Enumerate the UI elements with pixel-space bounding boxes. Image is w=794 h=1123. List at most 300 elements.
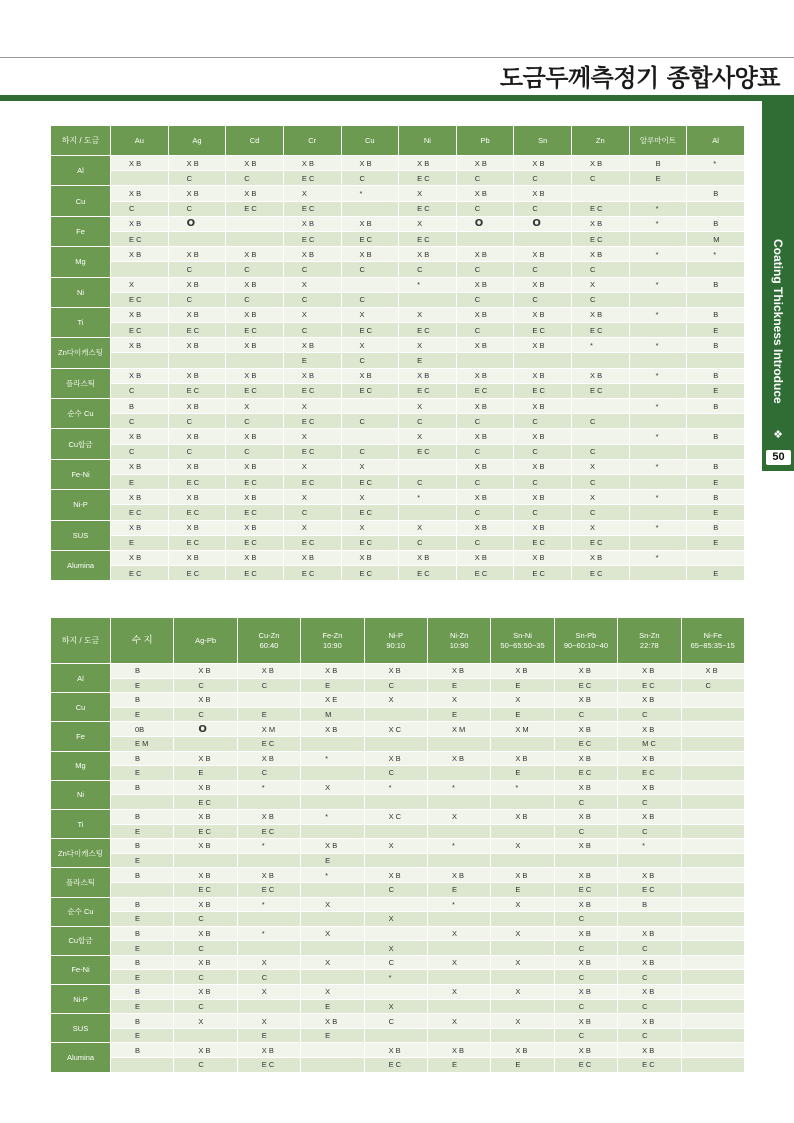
plating-spec-table-2 [50,617,745,1073]
table2-cell: C [554,795,617,810]
table1-cell: X B [111,429,169,444]
table2-cell [237,912,300,927]
table2-row [51,824,745,839]
table2-substrate-label: Ni-P [51,985,111,1014]
table2-cell: B [111,780,174,795]
table2-cell: C [554,1028,617,1043]
table1-row [51,399,745,414]
page-number: 50 [765,449,792,466]
table2-cell [427,941,490,956]
table1-cell: E C [514,535,572,550]
table2-cell: * [301,751,364,766]
table2-row [51,678,745,693]
table2-column-header-name: Sn-Pb [575,630,597,640]
table1-cell: * [629,307,687,322]
table1-cell: X B [226,307,284,322]
table1-cell: E C [111,323,169,338]
table1-cell: E C [514,383,572,398]
table2-cell: E [111,707,174,722]
table2-cell: X [364,999,427,1014]
table2-cell [111,1058,174,1073]
table2-substrate-label: Alumina [51,1043,111,1072]
table1-cell: C [456,262,514,277]
table1-cell: C [456,474,514,489]
table1-cell [226,231,284,246]
table1-cell: X B [514,186,572,201]
table1-body [51,156,745,581]
table1-cell: C [226,414,284,429]
table2-cell [427,1028,490,1043]
table1-column-header: Zn [572,126,630,156]
table1-cell: X B [514,429,572,444]
table2-cell: X B [554,664,617,679]
table2-cell: C [174,1058,237,1073]
table2-column-header [491,618,554,664]
table1-cell: E C [168,323,226,338]
table2-cell: E [301,999,364,1014]
table2-cell: E [427,707,490,722]
table2-cell [237,853,300,868]
table1-cell: X [226,399,284,414]
table2-row [51,955,745,970]
table2-cell: X B [618,985,681,1000]
table1-cell: X B [456,186,514,201]
table2-cell: X B [554,868,617,883]
table1-cell: X B [168,490,226,505]
table1-row [51,156,745,171]
table1-cell: B [687,307,745,322]
table1-cell: X [341,459,399,474]
table2-cell: * [237,897,300,912]
table1-cell: E C [111,505,169,520]
table2-column-header [618,618,681,664]
table2-cell: X B [554,1014,617,1029]
table2-cell: E C [618,882,681,897]
table2-cell [364,897,427,912]
table2-cell [681,897,744,912]
table1-cell: X B [168,307,226,322]
table1-cell: * [629,490,687,505]
table1-cell: X B [283,156,341,171]
table2-cell: X B [491,809,554,824]
table1-cell: X B [168,429,226,444]
table1-cell: X [399,338,457,353]
table1-cell: B [687,490,745,505]
table2-cell: E [301,678,364,693]
table2-cell: X [491,955,554,970]
table1-cell: C [514,171,572,186]
table2-column-header-ratio: 90:10 [386,640,406,650]
table1-corner-header: 하지 / 도금 [51,126,111,156]
table2-cell [491,999,554,1014]
table1-cell [168,353,226,368]
table2-cell [681,882,744,897]
table2-substrate-label: Al [51,664,111,693]
table1-cell: C [226,171,284,186]
table2-cell: E [111,678,174,693]
table2-cell: * [237,839,300,854]
table1-cell [226,353,284,368]
table1-cell: C [341,444,399,459]
diamond-cross-icon: ❖ [773,428,783,441]
table1-cell: * [629,247,687,262]
table2-cell: C [554,941,617,956]
table1-cell: E C [341,505,399,520]
table1-cell: E C [226,474,284,489]
table1-cell: C [456,171,514,186]
table1-row [51,262,745,277]
table1-row [51,414,745,429]
table1-cell: X [283,277,341,292]
table2-cell: B [111,985,174,1000]
table2-cell: X M [427,722,490,737]
table1-cell: E C [572,566,630,581]
table2-cell [681,1014,744,1029]
table1-cell: C [341,262,399,277]
table2-cell: X B [554,780,617,795]
table1-cell: C [111,201,169,216]
table1-cell: * [629,338,687,353]
table2-cell: X B [364,1043,427,1058]
table2-cell: X B [427,664,490,679]
table1-cell: X [283,307,341,322]
table1-cell: X [341,520,399,535]
table2-cell [427,736,490,751]
table2-cell [364,985,427,1000]
table1-cell: E C [341,323,399,338]
table2-cell [111,795,174,810]
table1-row [51,323,745,338]
table1-cell: X [572,277,630,292]
table1-cell: E C [226,535,284,550]
table2-row [51,664,745,679]
table1-row [51,490,745,505]
table1-cell: X B [168,459,226,474]
table2-cell: X B [554,955,617,970]
table2-cell: C [364,955,427,970]
table2-cell: * [491,780,554,795]
table1-cell: * [572,338,630,353]
table2-cell [237,795,300,810]
table2-cell: X B [174,955,237,970]
table2-cell: X B [174,926,237,941]
table1-cell: X B [456,520,514,535]
table2-cell: X B [554,985,617,1000]
table2-cell: * [427,839,490,854]
table1-cell: X [399,429,457,444]
table1-cell: X B [399,368,457,383]
table2-cell [681,926,744,941]
table2-row [51,999,745,1014]
table2-cell: E [427,678,490,693]
table2-header-row [51,618,745,664]
table1-cell: E C [399,383,457,398]
table2-cell [681,707,744,722]
table1-cell: E [687,383,745,398]
table1-cell: C [514,414,572,429]
table2-cell [681,1028,744,1043]
table1-cell: M [687,231,745,246]
table2-row [51,868,745,883]
table1-column-header: Ag [168,126,226,156]
table1-row [51,292,745,307]
table2-cell: E [111,766,174,781]
table2-cell [491,970,554,985]
table1-cell: C [456,505,514,520]
table2-substrate-label: SUS [51,1014,111,1043]
table1-cell: E C [168,566,226,581]
table2-cell: C [554,824,617,839]
table1-cell: E C [456,383,514,398]
table2-column-header-ratio: 10:90 [322,640,342,650]
table1-cell [572,429,630,444]
table2-cell: X B [554,926,617,941]
table2-cell: E C [237,882,300,897]
table1-cell: E C [514,323,572,338]
table2-cell [681,985,744,1000]
table1-row [51,201,745,216]
table2-cell: E [491,882,554,897]
table1-cell: X B [514,277,572,292]
table2-cell: X B [618,1043,681,1058]
table1-cell [226,216,284,231]
table1-cell: X B [111,459,169,474]
table2-cell [364,926,427,941]
table1-cell: C [168,414,226,429]
table1-cell: C [514,262,572,277]
table2-cell [174,736,237,751]
table1-cell [687,353,745,368]
table2-cell [681,941,744,956]
table2-cell: X B [364,868,427,883]
table1-column-header: Cd [226,126,284,156]
table1-cell: E C [341,535,399,550]
table2-cell: X B [554,809,617,824]
table2-cell: E [427,1058,490,1073]
table1-cell: X B [226,520,284,535]
table1-row [51,247,745,262]
table1-cell: C [283,505,341,520]
table2-cell: X B [174,664,237,679]
table2-cell [554,853,617,868]
table2-cell [364,824,427,839]
table2-substrate-label: Cu [51,693,111,722]
table1-cell: E [629,171,687,186]
table2-cell: X B [237,1043,300,1058]
table2-cell [237,693,300,708]
table2-cell: X [427,985,490,1000]
table2-row [51,736,745,751]
table2-column-header-name: Cu-Zn [258,630,280,640]
table2-cell [301,736,364,751]
table2-row [51,766,745,781]
table1-substrate-label: Fe [51,216,111,246]
table1-cell: X B [514,368,572,383]
table1-cell: B [687,459,745,474]
table2-cell [491,795,554,810]
table2-cell: X [491,897,554,912]
table2-row [51,912,745,927]
table1-row [51,368,745,383]
table2-cell [491,824,554,839]
table1-cell: X B [226,490,284,505]
table1-cell: C [456,414,514,429]
table1-cell [629,262,687,277]
table1-cell: X B [111,368,169,383]
table2-row [51,693,745,708]
table2-cell: E C [554,766,617,781]
table1-cell: E C [399,323,457,338]
table2-cell [491,912,554,927]
table2-row [51,853,745,868]
table2-cell: X [427,809,490,824]
table2-cell: E C [618,678,681,693]
table1-cell: C [168,444,226,459]
table2-cell: X B [364,751,427,766]
table1-cell: C [514,474,572,489]
table1-cell: C [572,292,630,307]
table2-cell: * [364,780,427,795]
table2-cell: 0B [111,722,174,737]
table1-column-header: Pb [456,126,514,156]
table1-cell: X B [111,156,169,171]
table2-substrate-label: 플라스틱 [51,868,111,897]
table1-cell: X B [226,338,284,353]
table1-substrate-label: Fe-Ni [51,459,111,489]
table1-cell: * [629,201,687,216]
table1-cell [168,231,226,246]
table1-cell: B [629,156,687,171]
table1-cell: C [168,262,226,277]
table1-substrate-label: Alumina [51,550,111,580]
table1-row [51,566,745,581]
table1-cell: E C [111,231,169,246]
table1-cell [687,262,745,277]
table2-cell [301,970,364,985]
table2-cell [237,999,300,1014]
table2-column-header-name: Ag-Pb [195,635,217,645]
table1-cell: E [283,353,341,368]
table1-cell: X [283,520,341,535]
table2-cell: B [111,955,174,970]
table1-column-header: Ni [399,126,457,156]
table2-cell: C [237,678,300,693]
table1-cell: X B [514,520,572,535]
table2-cell: C [554,707,617,722]
table2-cell: X B [618,955,681,970]
table1-cell: X B [399,550,457,565]
table2-cell: E C [554,882,617,897]
table2-cell [681,751,744,766]
table1-cell: X [399,520,457,535]
table1-cell: B [687,338,745,353]
table2-cell: B [111,1014,174,1029]
table2-cell: E C [554,678,617,693]
table2-cell: X [427,693,490,708]
table1-cell: E C [283,535,341,550]
table1-cell: X B [168,368,226,383]
table1-cell: * [629,277,687,292]
table2-cell [681,970,744,985]
table2-cell: B [111,926,174,941]
table2-row [51,839,745,854]
table2-cell [364,1028,427,1043]
table2-cell: C [237,970,300,985]
table2-cell [681,693,744,708]
table1-cell: B [687,368,745,383]
table1-cell: X B [456,277,514,292]
table1-header [51,126,745,156]
table2-cell: E C [237,1058,300,1073]
table2-cell: X B [618,1014,681,1029]
table1-row [51,307,745,322]
table2-cell [111,882,174,897]
table1-cell: E C [226,505,284,520]
table2-cell: X B [427,868,490,883]
table2-cell [427,824,490,839]
table1-substrate-label: Mg [51,247,111,277]
table1-row [51,383,745,398]
table2-cell: C [554,970,617,985]
table1-cell [687,201,745,216]
table1-cell: B [111,399,169,414]
table2-cell: X B [237,664,300,679]
table2-cell: E [491,707,554,722]
table2-cell: X B [237,809,300,824]
table1-cell: E C [399,231,457,246]
table1-cell: C [514,444,572,459]
table1-cell: X B [572,247,630,262]
table1-cell: C [168,201,226,216]
table1-cell: C [399,535,457,550]
table2-column-header [174,618,237,664]
table2-cell: C [364,1014,427,1029]
table2-substrate-label: Fe [51,722,111,751]
table2-cell: X [301,897,364,912]
table1-cell: C [341,292,399,307]
table1-cell [629,353,687,368]
table1-cell: C [456,535,514,550]
table2-column-header-ratio: 22:78 [639,640,659,650]
table1-cell: X B [226,459,284,474]
table1-cell: E C [283,383,341,398]
table1-cell: X B [514,490,572,505]
table2-row [51,882,745,897]
table2-cell: E [111,912,174,927]
table1-cell: * [629,459,687,474]
table2-cell: X B [301,664,364,679]
table1-cell: X B [399,247,457,262]
table2-cell: E [301,853,364,868]
table2-cell [364,736,427,751]
table1-cell: E C [572,383,630,398]
table2-row [51,897,745,912]
table1-cell [629,535,687,550]
table1-cell: X B [111,216,169,231]
table2-cell: * [364,970,427,985]
table1-cell: E C [399,201,457,216]
table1-cell: C [168,171,226,186]
table2-cell: X [491,926,554,941]
table2-cell: C [618,941,681,956]
table2-cell: C [364,766,427,781]
table1-cell: E C [341,566,399,581]
table1-cell: X B [399,156,457,171]
table1-cell [399,292,457,307]
table2-cell [681,1058,744,1073]
table2-cell: X B [681,664,744,679]
table2-cell [364,795,427,810]
